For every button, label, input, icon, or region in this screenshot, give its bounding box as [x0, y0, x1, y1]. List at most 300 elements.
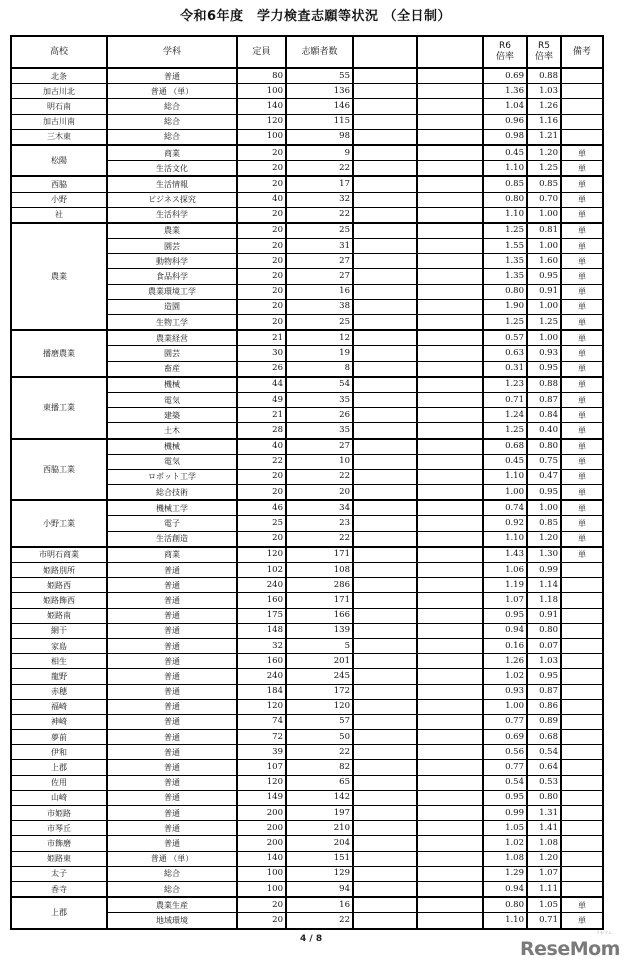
empty-cell	[353, 207, 417, 223]
table-row	[11, 654, 603, 669]
r6-ratio-cell: 1.02	[483, 669, 527, 684]
empty-cell	[417, 608, 483, 623]
applicants-cell: 25	[286, 315, 353, 331]
empty-cell	[353, 485, 417, 501]
empty-cell	[417, 669, 483, 684]
empty-cell	[417, 485, 483, 501]
r6-ratio-cell: 1.08	[483, 851, 527, 866]
applicants-cell: 35	[286, 423, 353, 439]
note-cell: 単	[561, 223, 603, 239]
header-r6-label: R6	[499, 41, 511, 51]
applicants-cell: 35	[286, 392, 353, 407]
empty-cell	[353, 99, 417, 114]
empty-cell	[417, 176, 483, 192]
empty-cell	[353, 284, 417, 299]
empty-cell	[417, 745, 483, 760]
capacity-cell: 175	[237, 608, 286, 623]
capacity-cell: 240	[237, 669, 286, 684]
r6-ratio-cell: 0.57	[483, 330, 527, 346]
applicants-cell: 201	[286, 654, 353, 669]
table-row	[11, 500, 603, 516]
r5-ratio-cell: 0.93	[527, 346, 561, 361]
applicants-cell: 5	[286, 638, 353, 653]
note-cell	[561, 760, 603, 775]
capacity-cell: 20	[237, 531, 286, 547]
r5-ratio-cell: 0.81	[527, 223, 561, 239]
empty-cell	[417, 897, 483, 913]
department-cell: 農業環境工学	[107, 284, 237, 299]
empty-cell	[417, 500, 483, 516]
empty-cell	[353, 516, 417, 531]
r5-ratio-cell: 1.18	[527, 593, 561, 608]
school-cell: 山崎	[11, 790, 107, 805]
empty-cell	[417, 913, 483, 929]
applicants-cell: 12	[286, 330, 353, 346]
note-cell: 単	[561, 207, 603, 223]
applicants-cell: 98	[286, 129, 353, 145]
applicants-cell: 31	[286, 239, 353, 254]
r6-ratio-cell: 1.00	[483, 485, 527, 501]
empty-cell	[353, 699, 417, 714]
empty-cell	[417, 531, 483, 547]
note-cell	[561, 114, 603, 129]
empty-cell	[353, 114, 417, 129]
r5-ratio-cell: 0.95	[527, 669, 561, 684]
department-cell: 普通	[107, 563, 237, 578]
r5-ratio-cell: 1.11	[527, 881, 561, 897]
table-row	[11, 699, 603, 714]
department-cell: 普通	[107, 68, 237, 84]
r5-ratio-cell: 0.91	[527, 608, 561, 623]
capacity-cell: 200	[237, 821, 286, 836]
empty-cell	[353, 775, 417, 790]
department-cell: 機械	[107, 439, 237, 455]
empty-cell	[353, 531, 417, 547]
empty-cell	[353, 346, 417, 361]
empty-cell	[417, 439, 483, 455]
empty-cell	[353, 84, 417, 99]
applicants-cell: 22	[286, 469, 353, 484]
applicants-cell: 57	[286, 714, 353, 729]
note-cell	[561, 68, 603, 84]
r6-ratio-cell: 0.69	[483, 68, 527, 84]
capacity-cell: 20	[237, 299, 286, 314]
applicants-cell: 210	[286, 821, 353, 836]
school-cell: 龍野	[11, 669, 107, 684]
note-cell	[561, 654, 603, 669]
empty-cell	[417, 315, 483, 331]
r6-ratio-cell: 0.16	[483, 638, 527, 653]
applicants-cell: 17	[286, 176, 353, 192]
table-row	[11, 563, 603, 578]
capacity-cell: 20	[237, 239, 286, 254]
r6-ratio-cell: 0.99	[483, 806, 527, 821]
capacity-cell: 160	[237, 654, 286, 669]
department-cell: 電気	[107, 454, 237, 469]
empty-cell	[417, 239, 483, 254]
empty-cell	[353, 684, 417, 699]
note-cell	[561, 669, 603, 684]
applicants-cell: 54	[286, 377, 353, 393]
table-row	[11, 897, 603, 913]
resemom-logo: ReseMom	[520, 938, 620, 960]
r6-ratio-cell: 0.54	[483, 775, 527, 790]
capacity-cell: 120	[237, 547, 286, 563]
r5-ratio-cell: 0.47	[527, 469, 561, 484]
r5-ratio-cell: 1.20	[527, 851, 561, 866]
school-cell: 香寺	[11, 881, 107, 897]
empty-cell	[417, 730, 483, 745]
note-cell: 単	[561, 192, 603, 207]
note-cell	[561, 684, 603, 699]
applicants-cell: 115	[286, 114, 353, 129]
school-cell: 市姫路	[11, 806, 107, 821]
r5-ratio-cell: 1.25	[527, 315, 561, 331]
r5-ratio-cell: 1.00	[527, 330, 561, 346]
capacity-cell: 20	[237, 176, 286, 192]
capacity-cell: 20	[237, 897, 286, 913]
r5-ratio-cell: 0.99	[527, 563, 561, 578]
header-empty-2	[417, 36, 483, 68]
applicants-cell: 38	[286, 299, 353, 314]
r5-ratio-cell: 0.89	[527, 714, 561, 729]
empty-cell	[417, 714, 483, 729]
empty-cell	[353, 223, 417, 239]
empty-cell	[353, 161, 417, 177]
empty-cell	[353, 192, 417, 207]
empty-cell	[417, 284, 483, 299]
applicants-cell: 151	[286, 851, 353, 866]
department-cell: 普通	[107, 806, 237, 821]
capacity-cell: 20	[237, 284, 286, 299]
r5-ratio-cell: 0.80	[527, 623, 561, 638]
applicants-cell: 65	[286, 775, 353, 790]
department-cell: 建築	[107, 408, 237, 423]
r6-ratio-cell: 0.45	[483, 145, 527, 161]
department-cell: 普通	[107, 775, 237, 790]
r5-ratio-cell: 1.05	[527, 897, 561, 913]
r5-ratio-cell: 0.71	[527, 913, 561, 929]
capacity-cell: 100	[237, 881, 286, 897]
r5-ratio-cell: 0.53	[527, 775, 561, 790]
note-cell: 単	[561, 299, 603, 314]
r5-ratio-cell: 0.85	[527, 516, 561, 531]
r6-ratio-cell: 0.56	[483, 745, 527, 760]
note-cell: 単	[561, 485, 603, 501]
r5-ratio-cell: 0.95	[527, 269, 561, 284]
school-cell: 太子	[11, 866, 107, 881]
applicants-cell: 9	[286, 145, 353, 161]
empty-cell	[417, 254, 483, 269]
empty-cell	[353, 623, 417, 638]
school-cell: 上郡	[11, 760, 107, 775]
empty-cell	[417, 423, 483, 439]
r5-ratio-cell: 0.84	[527, 408, 561, 423]
empty-cell	[417, 760, 483, 775]
note-cell: 単	[561, 897, 603, 913]
empty-cell	[417, 361, 483, 377]
empty-cell	[417, 392, 483, 407]
capacity-cell: 74	[237, 714, 286, 729]
r6-ratio-cell: 1.10	[483, 469, 527, 484]
applicants-cell: 50	[286, 730, 353, 745]
department-cell: 商業	[107, 547, 237, 563]
header-department: 学科	[107, 36, 237, 68]
r5-ratio-cell: 0.80	[527, 439, 561, 455]
header-row	[11, 36, 603, 68]
r5-ratio-cell: 1.21	[527, 129, 561, 145]
note-cell	[561, 608, 603, 623]
capacity-cell: 20	[237, 207, 286, 223]
r5-ratio-cell: 0.68	[527, 730, 561, 745]
empty-cell	[417, 775, 483, 790]
note-cell: 単	[561, 176, 603, 192]
capacity-cell: 39	[237, 745, 286, 760]
department-cell: 普通	[107, 623, 237, 638]
applicants-cell: 129	[286, 866, 353, 881]
r6-ratio-cell: 1.19	[483, 578, 527, 593]
table-row	[11, 114, 603, 129]
applicants-cell: 16	[286, 897, 353, 913]
empty-cell	[353, 593, 417, 608]
applications-table	[10, 35, 604, 930]
department-cell: 生物工学	[107, 315, 237, 331]
department-cell: 普通	[107, 821, 237, 836]
school-cell: 明石南	[11, 99, 107, 114]
department-cell: ビジネス探究	[107, 192, 237, 207]
capacity-cell: 184	[237, 684, 286, 699]
r5-ratio-cell: 1.26	[527, 99, 561, 114]
department-cell: 造園	[107, 299, 237, 314]
empty-cell	[417, 563, 483, 578]
empty-cell	[353, 547, 417, 563]
note-cell	[561, 563, 603, 578]
empty-cell	[353, 145, 417, 161]
r6-ratio-cell: 0.94	[483, 623, 527, 638]
capacity-cell: 28	[237, 423, 286, 439]
empty-cell	[353, 239, 417, 254]
r5-ratio-cell: 1.25	[527, 161, 561, 177]
r6-ratio-cell: 1.07	[483, 593, 527, 608]
empty-cell	[417, 516, 483, 531]
r5-ratio-cell: 1.03	[527, 84, 561, 99]
empty-cell	[417, 454, 483, 469]
school-cell: 加古川南	[11, 114, 107, 129]
department-cell: 地域環境	[107, 913, 237, 929]
empty-cell	[353, 730, 417, 745]
empty-cell	[353, 790, 417, 805]
applicants-cell: 25	[286, 223, 353, 239]
school-cell: 姫路南	[11, 608, 107, 623]
capacity-cell: 100	[237, 866, 286, 881]
r5-ratio-cell: 1.60	[527, 254, 561, 269]
department-cell: 食品科学	[107, 269, 237, 284]
empty-cell	[353, 176, 417, 192]
applicants-cell: 245	[286, 669, 353, 684]
note-cell	[561, 806, 603, 821]
empty-cell	[353, 392, 417, 407]
r6-ratio-cell: 1.90	[483, 299, 527, 314]
table-row	[11, 547, 603, 563]
applicants-cell: 139	[286, 623, 353, 638]
empty-cell	[353, 454, 417, 469]
r6-ratio-cell: 0.31	[483, 361, 527, 377]
note-cell: 単	[561, 469, 603, 484]
r6-ratio-cell: 1.05	[483, 821, 527, 836]
table-row	[11, 638, 603, 653]
department-cell: 生活情報	[107, 176, 237, 192]
applicants-cell: 8	[286, 361, 353, 377]
r6-ratio-cell: 1.25	[483, 423, 527, 439]
school-cell: 小野	[11, 192, 107, 207]
note-cell	[561, 881, 603, 897]
empty-cell	[417, 593, 483, 608]
note-cell: 単	[561, 392, 603, 407]
header-note: 備考	[561, 36, 603, 68]
r6-ratio-cell: 1.29	[483, 866, 527, 881]
note-cell	[561, 84, 603, 99]
empty-cell	[417, 699, 483, 714]
capacity-cell: 49	[237, 392, 286, 407]
table-row	[11, 851, 603, 866]
capacity-cell: 25	[237, 516, 286, 531]
empty-cell	[353, 269, 417, 284]
r5-ratio-cell: 0.75	[527, 454, 561, 469]
empty-cell	[353, 578, 417, 593]
header-empty-1	[353, 36, 417, 68]
r6-ratio-cell: 0.63	[483, 346, 527, 361]
department-cell: 普通	[107, 578, 237, 593]
table-row	[11, 207, 603, 223]
r5-ratio-cell: 1.08	[527, 836, 561, 851]
r5-ratio-cell: 0.64	[527, 760, 561, 775]
empty-cell	[417, 99, 483, 114]
r5-ratio-cell: 0.95	[527, 361, 561, 377]
capacity-cell: 20	[237, 161, 286, 177]
empty-cell	[353, 866, 417, 881]
school-cell: 網干	[11, 623, 107, 638]
table-row	[11, 84, 603, 99]
department-cell: 普通	[107, 684, 237, 699]
r6-ratio-cell: 0.93	[483, 684, 527, 699]
empty-cell	[353, 897, 417, 913]
table-row	[11, 377, 603, 393]
table-row	[11, 745, 603, 760]
empty-cell	[353, 745, 417, 760]
school-cell: 社	[11, 207, 107, 223]
note-cell	[561, 821, 603, 836]
table-row	[11, 790, 603, 805]
applicants-cell: 16	[286, 284, 353, 299]
r6-ratio-cell: 0.69	[483, 730, 527, 745]
department-cell: 農業	[107, 223, 237, 239]
department-cell: 機械工学	[107, 500, 237, 516]
page-number: 4 / 8	[300, 934, 323, 944]
school-cell: 西脇工業	[11, 439, 107, 501]
applicants-cell: 204	[286, 836, 353, 851]
applicants-cell: 142	[286, 790, 353, 805]
department-cell: 生活創造	[107, 531, 237, 547]
empty-cell	[417, 145, 483, 161]
note-cell: 単	[561, 254, 603, 269]
table-row	[11, 821, 603, 836]
r5-ratio-cell: 1.31	[527, 806, 561, 821]
empty-cell	[353, 500, 417, 516]
department-cell: 普通	[107, 699, 237, 714]
r6-ratio-cell: 0.92	[483, 516, 527, 531]
r6-ratio-cell: 1.02	[483, 836, 527, 851]
table-row	[11, 593, 603, 608]
department-cell: 総合技術	[107, 485, 237, 501]
r6-ratio-cell: 0.85	[483, 176, 527, 192]
table-row	[11, 68, 603, 84]
empty-cell	[417, 851, 483, 866]
school-cell: 家島	[11, 638, 107, 653]
capacity-cell: 200	[237, 836, 286, 851]
empty-cell	[353, 439, 417, 455]
department-cell: 電子	[107, 516, 237, 531]
school-cell: 姫路飾西	[11, 593, 107, 608]
r5-ratio-cell: 1.14	[527, 578, 561, 593]
department-cell: 農業経営	[107, 330, 237, 346]
empty-cell	[417, 623, 483, 638]
header-r5-label: R5	[538, 41, 550, 51]
r5-ratio-cell: 1.07	[527, 866, 561, 881]
empty-cell	[417, 299, 483, 314]
note-cell	[561, 730, 603, 745]
r6-ratio-cell: 1.43	[483, 547, 527, 563]
empty-cell	[353, 330, 417, 346]
capacity-cell: 240	[237, 578, 286, 593]
department-cell: 農業生産	[107, 897, 237, 913]
r5-ratio-cell: 0.91	[527, 284, 561, 299]
table-row	[11, 836, 603, 851]
r5-ratio-cell: 1.00	[527, 299, 561, 314]
department-cell: 普通	[107, 669, 237, 684]
empty-cell	[353, 299, 417, 314]
capacity-cell: 20	[237, 269, 286, 284]
r5-ratio-cell: 1.20	[527, 531, 561, 547]
r6-ratio-cell: 1.10	[483, 531, 527, 547]
note-cell	[561, 699, 603, 714]
r6-ratio-cell: 0.71	[483, 392, 527, 407]
empty-cell	[353, 669, 417, 684]
r6-ratio-cell: 0.95	[483, 790, 527, 805]
r6-ratio-cell: 1.00	[483, 699, 527, 714]
r6-ratio-cell: 0.77	[483, 760, 527, 775]
empty-cell	[353, 913, 417, 929]
applicants-cell: 136	[286, 84, 353, 99]
applicants-cell: 146	[286, 99, 353, 114]
note-cell	[561, 745, 603, 760]
r5-ratio-cell: 1.41	[527, 821, 561, 836]
school-cell: 市琴丘	[11, 821, 107, 836]
r5-ratio-cell: 1.30	[527, 547, 561, 563]
school-cell: 上郡	[11, 897, 107, 928]
applicants-cell: 55	[286, 68, 353, 84]
note-cell: 単	[561, 454, 603, 469]
table-row	[11, 760, 603, 775]
capacity-cell: 30	[237, 346, 286, 361]
applicants-cell: 22	[286, 207, 353, 223]
applicants-cell: 120	[286, 699, 353, 714]
note-cell	[561, 638, 603, 653]
capacity-cell: 160	[237, 593, 286, 608]
note-cell	[561, 578, 603, 593]
school-cell: 松陽	[11, 145, 107, 176]
empty-cell	[417, 207, 483, 223]
r5-ratio-cell: 0.85	[527, 176, 561, 192]
